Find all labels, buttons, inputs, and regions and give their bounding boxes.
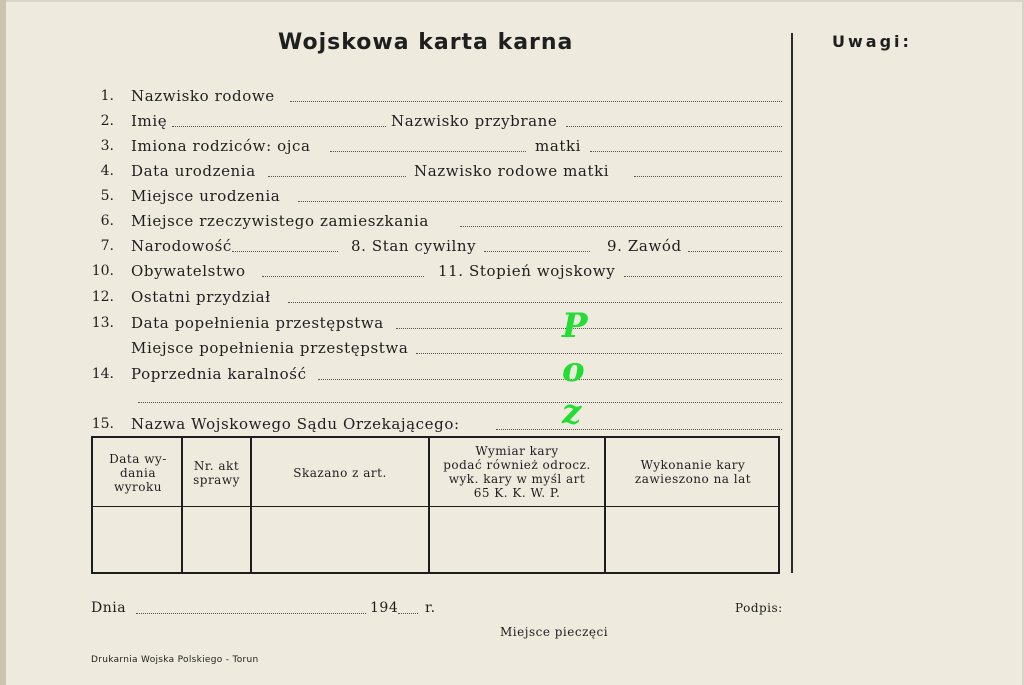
- table-cell-suspended-years[interactable]: [607, 509, 779, 571]
- field-label-mother: matki: [535, 137, 582, 155]
- field-label-occupation: 9. Zawód: [607, 237, 682, 255]
- field-number: 3.: [100, 138, 114, 154]
- field-label-birth-surname: Nazwisko rodowe: [131, 87, 275, 105]
- field-label-mother-birth-surname: Nazwisko rodowe matki: [414, 162, 610, 180]
- watermark-letter: z: [562, 392, 582, 432]
- remarks-label: Uwagi:: [832, 32, 912, 51]
- field-label-marital-status: 8. Stan cywilny: [351, 237, 477, 255]
- fill-line[interactable]: [634, 176, 782, 177]
- field-number: 6.: [100, 213, 114, 229]
- year-suffix: r.: [425, 600, 436, 616]
- remarks-divider: [791, 33, 793, 573]
- fill-line[interactable]: [416, 353, 782, 354]
- table-cell-judgment-date[interactable]: [95, 509, 180, 571]
- field-label-offense-place: Miejsce popełnienia przestępstwa: [131, 339, 409, 357]
- signature-label: Podpis:: [735, 601, 783, 615]
- field-label-birth-date: Data urodzenia: [131, 162, 256, 180]
- field-label-nationality: Narodowość: [131, 237, 232, 255]
- field-label-offense-date: Data popełnienia przestępstwa: [131, 314, 384, 332]
- fill-line[interactable]: [496, 429, 782, 430]
- table-header-sentenced-article: Skazano z art.: [293, 466, 387, 480]
- fill-line[interactable]: [318, 379, 782, 380]
- year-fill-line[interactable]: [398, 613, 418, 614]
- fill-line[interactable]: [262, 276, 424, 277]
- fill-line[interactable]: [624, 276, 782, 277]
- fill-line[interactable]: [298, 201, 782, 202]
- field-number: 12.: [91, 289, 114, 305]
- field-number: 10.: [91, 263, 114, 279]
- field-number: 13.: [91, 315, 114, 331]
- field-label-first-name: Imię: [131, 112, 168, 130]
- table-column-divider: [250, 438, 252, 572]
- field-label-prior-record: Poprzednia karalność: [131, 365, 307, 383]
- form-title: Wojskowa karta karna: [278, 30, 574, 55]
- date-label: Dnia: [91, 600, 127, 616]
- field-label-military-rank: 11. Stopień wojskowy: [438, 262, 616, 280]
- field-label-adopted-surname: Nazwisko przybrane: [391, 112, 558, 130]
- fill-line[interactable]: [268, 176, 406, 177]
- fill-line[interactable]: [290, 101, 782, 102]
- seal-label: Miejsce pieczęci: [500, 625, 609, 639]
- field-label-residence: Miejsce rzeczywistego zamieszkania: [131, 212, 429, 230]
- fill-line[interactable]: [484, 251, 590, 252]
- fill-line[interactable]: [138, 402, 782, 403]
- fill-line[interactable]: [460, 226, 782, 227]
- table-header-case-number: Nr. akt sprawy: [193, 459, 240, 487]
- field-number: 5.: [100, 188, 114, 204]
- field-label-court-name: Nazwa Wojskowego Sądu Orzekającego:: [131, 415, 460, 433]
- table-header-judgment-date: Data wy- dania wyroku: [109, 452, 167, 494]
- fill-line[interactable]: [172, 126, 386, 127]
- field-number: 4.: [100, 163, 114, 179]
- field-label-citizenship: Obywatelstwo: [131, 262, 246, 280]
- field-label-parents-father: Imiona rodziców: ojca: [131, 137, 311, 155]
- field-number: 1.: [100, 88, 114, 104]
- field-number: 7.: [100, 238, 114, 254]
- table-cell-case-number[interactable]: [184, 509, 249, 571]
- field-number: 14.: [91, 366, 114, 382]
- fill-line[interactable]: [288, 302, 782, 303]
- fill-line[interactable]: [688, 251, 782, 252]
- field-label-last-assignment: Ostatni przydział: [131, 288, 271, 306]
- printer-imprint: Drukarnia Wojska Polskiego - Torun: [91, 655, 259, 665]
- fill-line[interactable]: [396, 328, 782, 329]
- field-label-birth-place: Miejsce urodzenia: [131, 187, 281, 205]
- fill-line[interactable]: [330, 151, 526, 152]
- watermark-letter: o: [562, 350, 585, 390]
- date-fill-line[interactable]: [136, 613, 366, 614]
- fill-line[interactable]: [232, 251, 338, 252]
- table-cell-sentenced-article[interactable]: [253, 509, 427, 571]
- watermark-letter: P: [562, 306, 588, 346]
- field-number: 2.: [100, 113, 114, 129]
- table-header-sentence-measure: Wymiar kary podać również odrocz. wyk. kary w myśl art 65 K. K. W. P.: [443, 444, 591, 500]
- table-header-suspended-years: Wykonanie kary zawieszono na lat: [634, 458, 752, 486]
- table-header-divider: [93, 506, 778, 507]
- year-prefix: 194: [370, 600, 399, 616]
- table-cell-sentence-measure[interactable]: [431, 509, 603, 571]
- fill-line[interactable]: [590, 151, 782, 152]
- fill-line[interactable]: [566, 126, 782, 127]
- field-number: 15.: [91, 416, 114, 432]
